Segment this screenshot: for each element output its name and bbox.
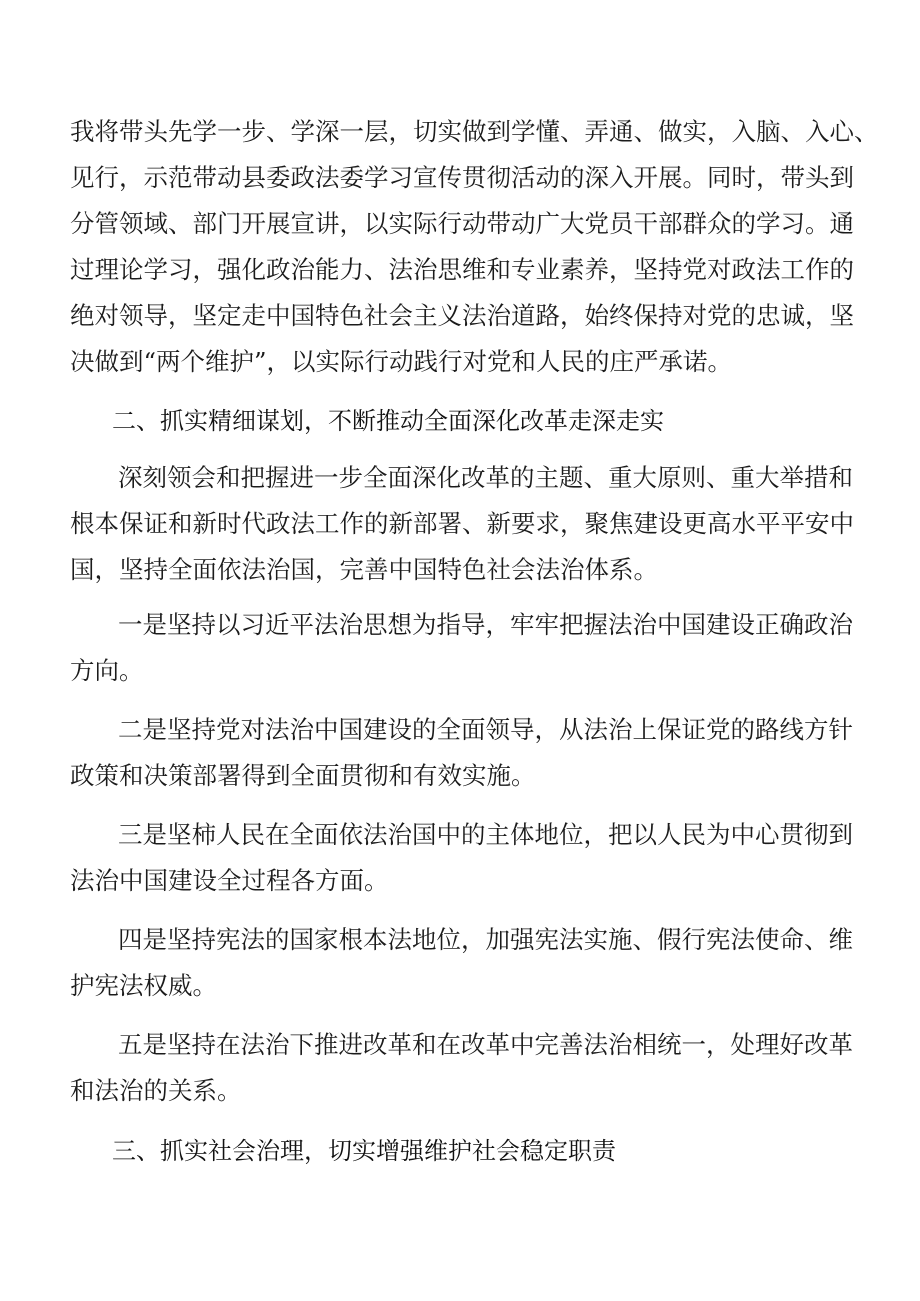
item-five-line-2: 和法治的关系。 [70,1076,242,1105]
intro-line-3: 分管领域、部门开展宣讲，以实际行动带动广大党员干部群众的学习。通 [70,209,854,238]
section-heading-two: 二、抓实精细谋划，不断推动全面深化改革走深走实 [112,407,664,435]
item-two-line-2: 政策和决策部署得到全面贯彻和有效实施。 [70,761,536,790]
intro-line-2: 见行，示范带动县委政法委学习宣传贯彻活动的深入开展。同时，带头到 [70,163,854,192]
intro-line-5: 绝对领导，坚定走中国特色社会主义法治道路，始终保持对党的忠诚，坚 [70,301,854,330]
item-five-line-1: 五是坚持在法治下推进改革和在改革中完善法治相统一，处理好改革 [118,1030,853,1059]
deep-line-2: 根本保证和新时代政法工作的新部署、新要求，聚焦建设更高水平平安中 [70,509,854,538]
intro-line-6: 决做到“两个维护”，以实际行动践行对党和人民的庄严承诺。 [70,347,733,376]
item-four-line-1: 四是坚持宪法的国家根本法地位，加强宪法实施、假行宪法使命、维 [118,925,853,954]
item-two-line-1: 二是坚持党对法治中国建设的全面领导，从法治上保证党的路线方针 [118,715,853,744]
item-four-line-2: 护宪法权威。 [70,971,217,1000]
intro-line-1: 我将带头先学一步、学深一层，切实做到学懂、弄通、做实，入脑、入心、 [70,117,879,146]
section-heading-three: 三、抓实社会治理，切实增强维护社会稳定职责 [112,1137,616,1165]
item-three-line-2: 法治中国建设全过程各方面。 [70,866,389,895]
deep-line-3: 国，坚持全面依法治国，完善中国特色社会法治体系。 [70,555,658,584]
deep-line-1: 深刻领会和把握进一步全面深化改革的主题、重大原则、重大举措和 [118,463,853,492]
intro-line-4: 过理论学习，强化政治能力、法治思维和专业素养，坚持党对政法工作的 [70,255,854,284]
item-one-line-2: 方向。 [70,656,144,685]
item-three-line-1: 三是坚柿人民在全面依法治国中的主体地位，把以人民为中心贯彻到 [118,820,853,849]
item-one-line-1: 一是坚持以习近平法治思想为指导，牢牢把握法治中国建设正确政治 [118,610,853,639]
